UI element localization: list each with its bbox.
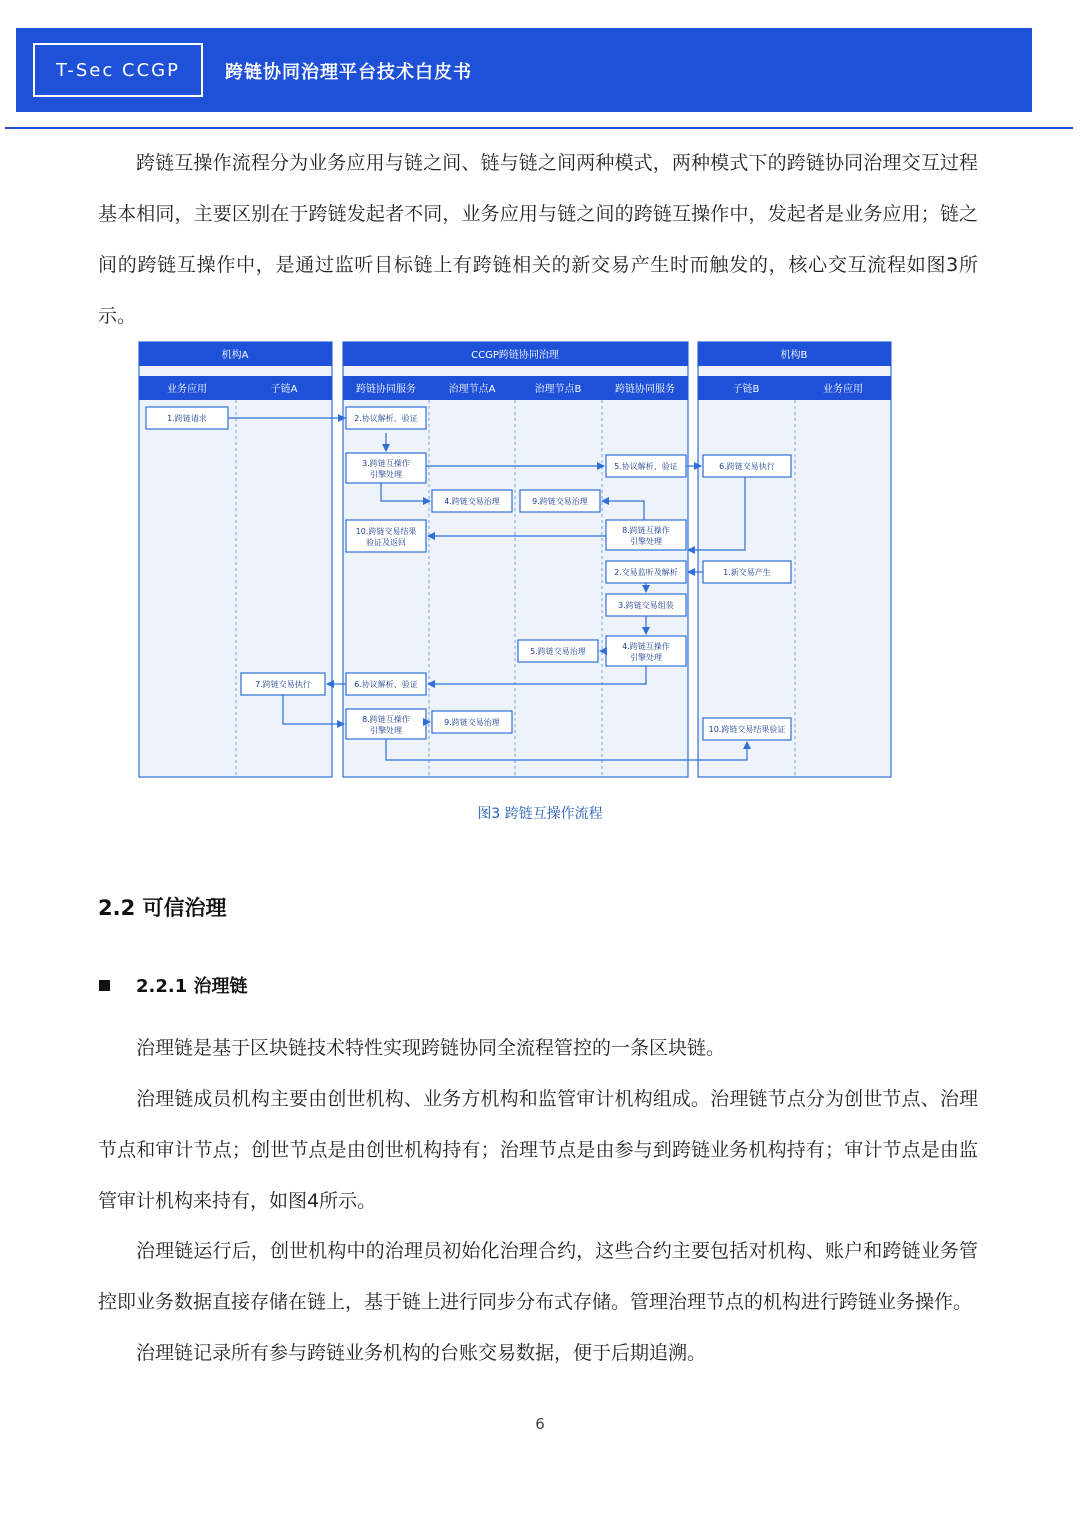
step-label: 引擎处理 xyxy=(630,537,662,546)
header-stripe-gap xyxy=(1047,28,1051,112)
step-label: 10.跨链交易结果 xyxy=(355,527,417,536)
step-label: 1.新交易产生 xyxy=(723,568,771,577)
step-label: 5.跨链交易治理 xyxy=(530,647,586,656)
lane-label: 跨链协同服务 xyxy=(356,384,416,395)
body-paragraph: 治理链是基于区块链技术特性实现跨链协同全流程管控的一条区块链。 xyxy=(136,1037,726,1059)
lane-label: 子链B xyxy=(732,384,760,395)
lane-label: 业务应用 xyxy=(823,384,863,395)
step-label: 引擎处理 xyxy=(370,470,402,479)
lane-label: 子链A xyxy=(270,384,298,395)
body-paragraph: 治理链成员机构主要由创世机构、业务方机构和监管审计机构组成。治理链节点分为创世节点、治理节点和审计节点；创世节点是由创世机构持有；治理节点是由参与到跨链业务机构持有；审计节点是由监管审计机构来持有，如图4所示。 xyxy=(98,1088,978,1212)
step-label: 6.协议解析、验证 xyxy=(354,680,418,689)
step-label: 引擎处理 xyxy=(630,653,662,662)
header-stripe-gap xyxy=(1056,28,1060,112)
step-label: 9.跨链交易治理 xyxy=(532,497,588,506)
step-label: 4.跨链互操作 xyxy=(622,642,670,651)
document-title: 跨链协同治理平台技术白皮书 xyxy=(225,62,472,83)
lane-label: 跨链协同服务 xyxy=(615,384,675,395)
cross-chain-flow-diagram xyxy=(130,338,900,784)
header-stripe-gap xyxy=(1037,28,1042,112)
step-label: 3.跨链交易组装 xyxy=(618,601,674,610)
bullet-square-icon xyxy=(99,980,110,991)
step-label: 引擎处理 xyxy=(370,726,402,735)
body-paragraph: 治理链运行后，创世机构中的治理员初始化治理合约，这些合约主要包括对机构、账户和跨链业务管控即业务数据直接存储在链上，基于链上进行同步分布式存储。管理治理节点的机构进行跨链业务操作。 xyxy=(98,1240,978,1313)
section-heading: 2.2 可信治理 xyxy=(98,896,227,920)
step-label: 验证及返回 xyxy=(366,538,406,547)
group-label-ccgp: CCGP跨链协同治理 xyxy=(471,350,559,361)
intro-paragraph: 跨链互操作流程分为业务应用与链之间、链与链之间两种模式，两种模式下的跨链协同治理交互过程基本相同，主要区别在于跨链发起者不同，业务应用与链之间的跨链互操作中，发起者是业务应用；链之间的跨链互操作中，是通过监听目标链上有跨链相关的新交易产生时而触发的，核心交互流程如图3所示。 xyxy=(98,152,978,327)
step-label: 2.交易监听及解析 xyxy=(614,568,678,577)
step-label: 4.跨链交易治理 xyxy=(444,497,500,506)
step-label: 8.跨链互操作 xyxy=(622,526,670,535)
lane-label: 治理节点A xyxy=(448,384,496,395)
page-number: 6 xyxy=(535,1415,545,1433)
step-label: 7.跨链交易执行 xyxy=(255,680,311,689)
group-label-a: 机构A xyxy=(221,350,249,361)
step-label: 10.跨链交易结果验证 xyxy=(708,725,786,734)
body-paragraph: 治理链记录所有参与跨链业务机构的台账交易数据，便于后期追溯。 xyxy=(136,1342,707,1364)
figure-caption: 图3 跨链互操作流程 xyxy=(477,806,603,822)
group-label-b: 机构B xyxy=(780,350,808,361)
step-label: 2.协议解析、验证 xyxy=(354,414,418,423)
step-label: 5.协议解析、验证 xyxy=(614,462,678,471)
header-rule xyxy=(5,127,1073,129)
step-label: 8.跨链互操作 xyxy=(362,715,410,724)
lane-label: 业务应用 xyxy=(167,384,207,395)
subsection-heading: 2.2.1 治理链 xyxy=(136,976,248,997)
header-stripe-gap xyxy=(1064,28,1068,112)
lane-label: 治理节点B xyxy=(534,384,582,395)
step-label: 6.跨链交易执行 xyxy=(719,462,775,471)
brand-logo: T-Sec CCGP xyxy=(33,43,203,97)
step-label: 3.跨链互操作 xyxy=(362,459,410,468)
step-label: 1.跨链请求 xyxy=(167,414,207,423)
step-label: 9.跨链交易治理 xyxy=(444,718,500,727)
